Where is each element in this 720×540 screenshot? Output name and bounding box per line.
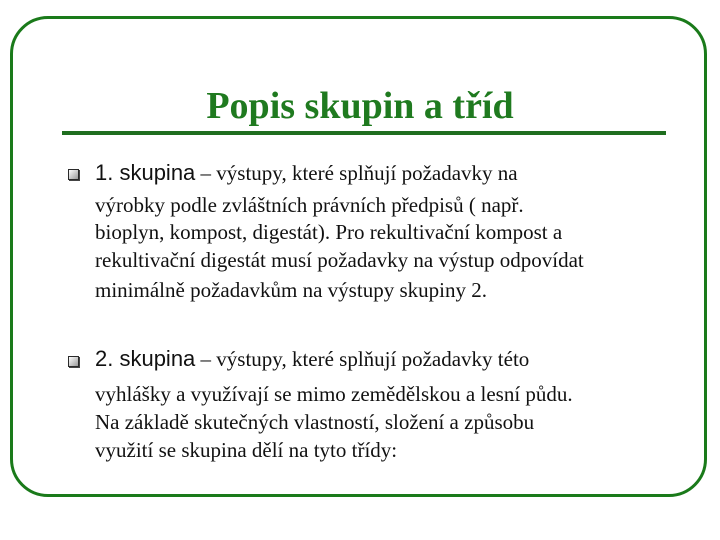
bullet-2-line-4: využití se skupina dělí na tyto třídy:: [95, 438, 398, 462]
square-bullet-icon: [68, 356, 79, 367]
bullet-1-text: – výstupy, které splňují požadavky na: [195, 161, 518, 185]
bullet-1-line-3: bioplyn, kompost, digestát). Pro rekultivační kompost a: [95, 220, 563, 244]
bullet-1-lead: 1. skupina: [95, 160, 196, 185]
bullet-1-line-1: [95, 160, 518, 186]
bullet-1-line-2: výrobky podle zvláštních právních předpisů ( např.: [95, 193, 524, 217]
bullet-2-text: – výstupy, které splňují požadavky této: [195, 347, 530, 371]
bullet-2-lead: 2. skupina: [95, 346, 196, 371]
slide-title: Popis skupin a tříd: [206, 85, 514, 127]
title-underline: [62, 131, 666, 135]
bullet-2-line-2: vyhlášky a využívají se mimo zemědělskou a lesní půdu.: [95, 382, 573, 406]
bullet-1-line-4: rekultivační digestát musí požadavky na výstup odpovídat: [95, 248, 584, 272]
bullet-2-line-1: [95, 346, 529, 372]
bullet-2-line-3: Na základě skutečných vlastností, složení a způsobu: [95, 410, 535, 434]
bullet-1-line-5: minimálně požadavkům na výstupy skupiny 2.: [95, 278, 487, 302]
square-bullet-icon: [68, 169, 79, 180]
